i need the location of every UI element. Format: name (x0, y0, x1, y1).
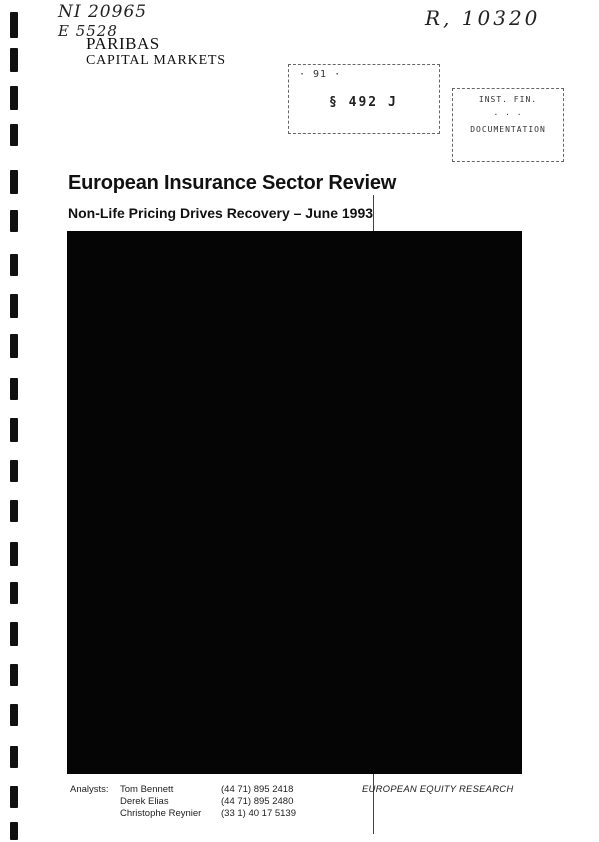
report-title: European Insurance Sector Review (68, 172, 397, 194)
analyst-phone: (44 71) 895 2480 (221, 796, 294, 807)
archive-stamp (288, 64, 440, 134)
brand-subtitle: CAPITAL MARKETS (86, 53, 226, 68)
library-stamp-line: INST. FIN. (478, 95, 538, 104)
analyst-phone: (44 71) 895 2418 (221, 784, 294, 795)
archive-stamp-code: § 492 J (329, 95, 398, 110)
fold-line (373, 774, 374, 834)
department-label: EUROPEAN EQUITY RESEARCH (362, 784, 514, 795)
handwritten-catalog-number: NI 20965 (58, 2, 148, 22)
analyst-phones (221, 784, 296, 820)
analysts-label: Analysts: (70, 784, 109, 795)
spiral-binding (10, 0, 22, 842)
library-stamp (452, 88, 564, 162)
analyst-name: Tom Bennett (120, 784, 174, 795)
analyst-name: Christophe Reynier (120, 808, 202, 819)
analyst-names (120, 784, 201, 820)
library-stamp-line: · · · (493, 110, 523, 119)
handwritten-catalog-code: E 5528 (58, 22, 118, 40)
brand-name: PARIBAS (86, 34, 160, 53)
cover-image-block (67, 231, 522, 774)
fold-line (373, 195, 374, 231)
archive-stamp-top: · 91 · (299, 69, 342, 80)
analyst-phone: (33 1) 40 17 5139 (221, 808, 297, 819)
report-subtitle: Non-Life Pricing Drives Recovery – June 1993 (68, 205, 374, 221)
library-stamp-line: DOCUMENTATION (470, 125, 546, 134)
handwritten-reference: R, 10320 (425, 6, 541, 30)
analyst-name: Derek Elias (120, 796, 169, 807)
